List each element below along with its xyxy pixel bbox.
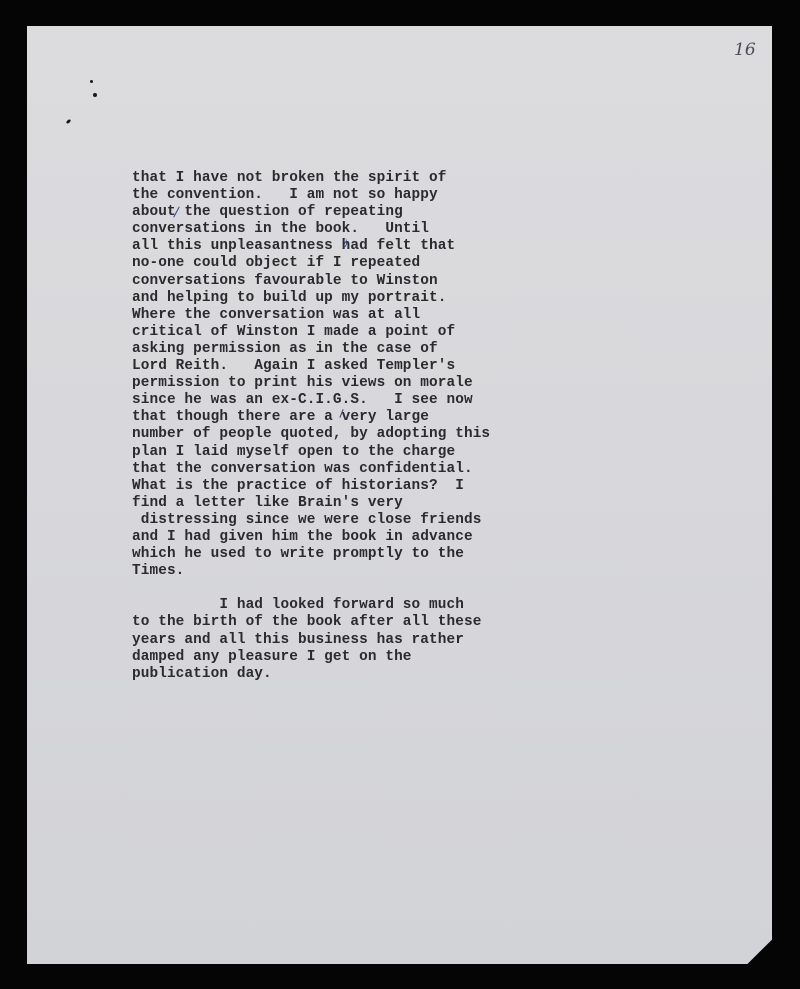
text-line: Lord Reith. Again I asked Templer's <box>132 358 456 375</box>
text-line: plan I laid myself open to the charge <box>132 443 456 460</box>
text-line: years and all this business has rather <box>132 631 464 648</box>
text-line: that though there are a very large <box>132 409 430 426</box>
text-line: conversations favourable to Winston <box>132 272 438 289</box>
text-line: permission to print his views on morale <box>132 375 473 392</box>
text-line: about the question of repeating <box>132 204 403 221</box>
text-line: damped any pleasure I get on the <box>132 648 412 665</box>
text-line: publication day. <box>132 665 272 682</box>
text-line: asking permission as in the case of <box>132 340 438 357</box>
text-line: find a letter like Brain's very <box>132 494 403 511</box>
text-line: I had looked forward so much <box>132 597 464 614</box>
text-line: all this unpleasantness had felt that <box>132 238 456 255</box>
text-line: critical of Winston I made a point of <box>132 323 456 340</box>
text-line: What is the practice of historians? I <box>132 477 464 494</box>
margin-speck-mark <box>93 93 97 97</box>
text-line: that the conversation was confidential. <box>132 460 473 477</box>
margin-speck-mark <box>90 80 93 83</box>
text-line: distressing since we were close friends <box>132 511 482 528</box>
text-line: the convention. I am not so happy <box>132 187 438 204</box>
handwritten-page-number: 16 <box>734 40 756 60</box>
text-line: number of people quoted, by adopting this <box>132 426 491 443</box>
text-line: which he used to write promptly to the <box>132 546 464 563</box>
text-line: Times. <box>132 563 185 580</box>
text-line: and helping to build up my portrait. <box>132 289 447 306</box>
text-line: that I have not broken the spirit of <box>132 170 447 186</box>
text-line: and I had given him the book in advance <box>132 528 473 545</box>
text-line: to the birth of the book after all these <box>132 614 482 631</box>
text-line: no-one could object if I repeated <box>132 255 421 272</box>
text-line: since he was an ex-C.I.G.S. I see now <box>132 392 473 409</box>
text-line: Where the conversation was at all <box>132 306 421 323</box>
text-line: conversations in the book. Until <box>132 221 430 238</box>
